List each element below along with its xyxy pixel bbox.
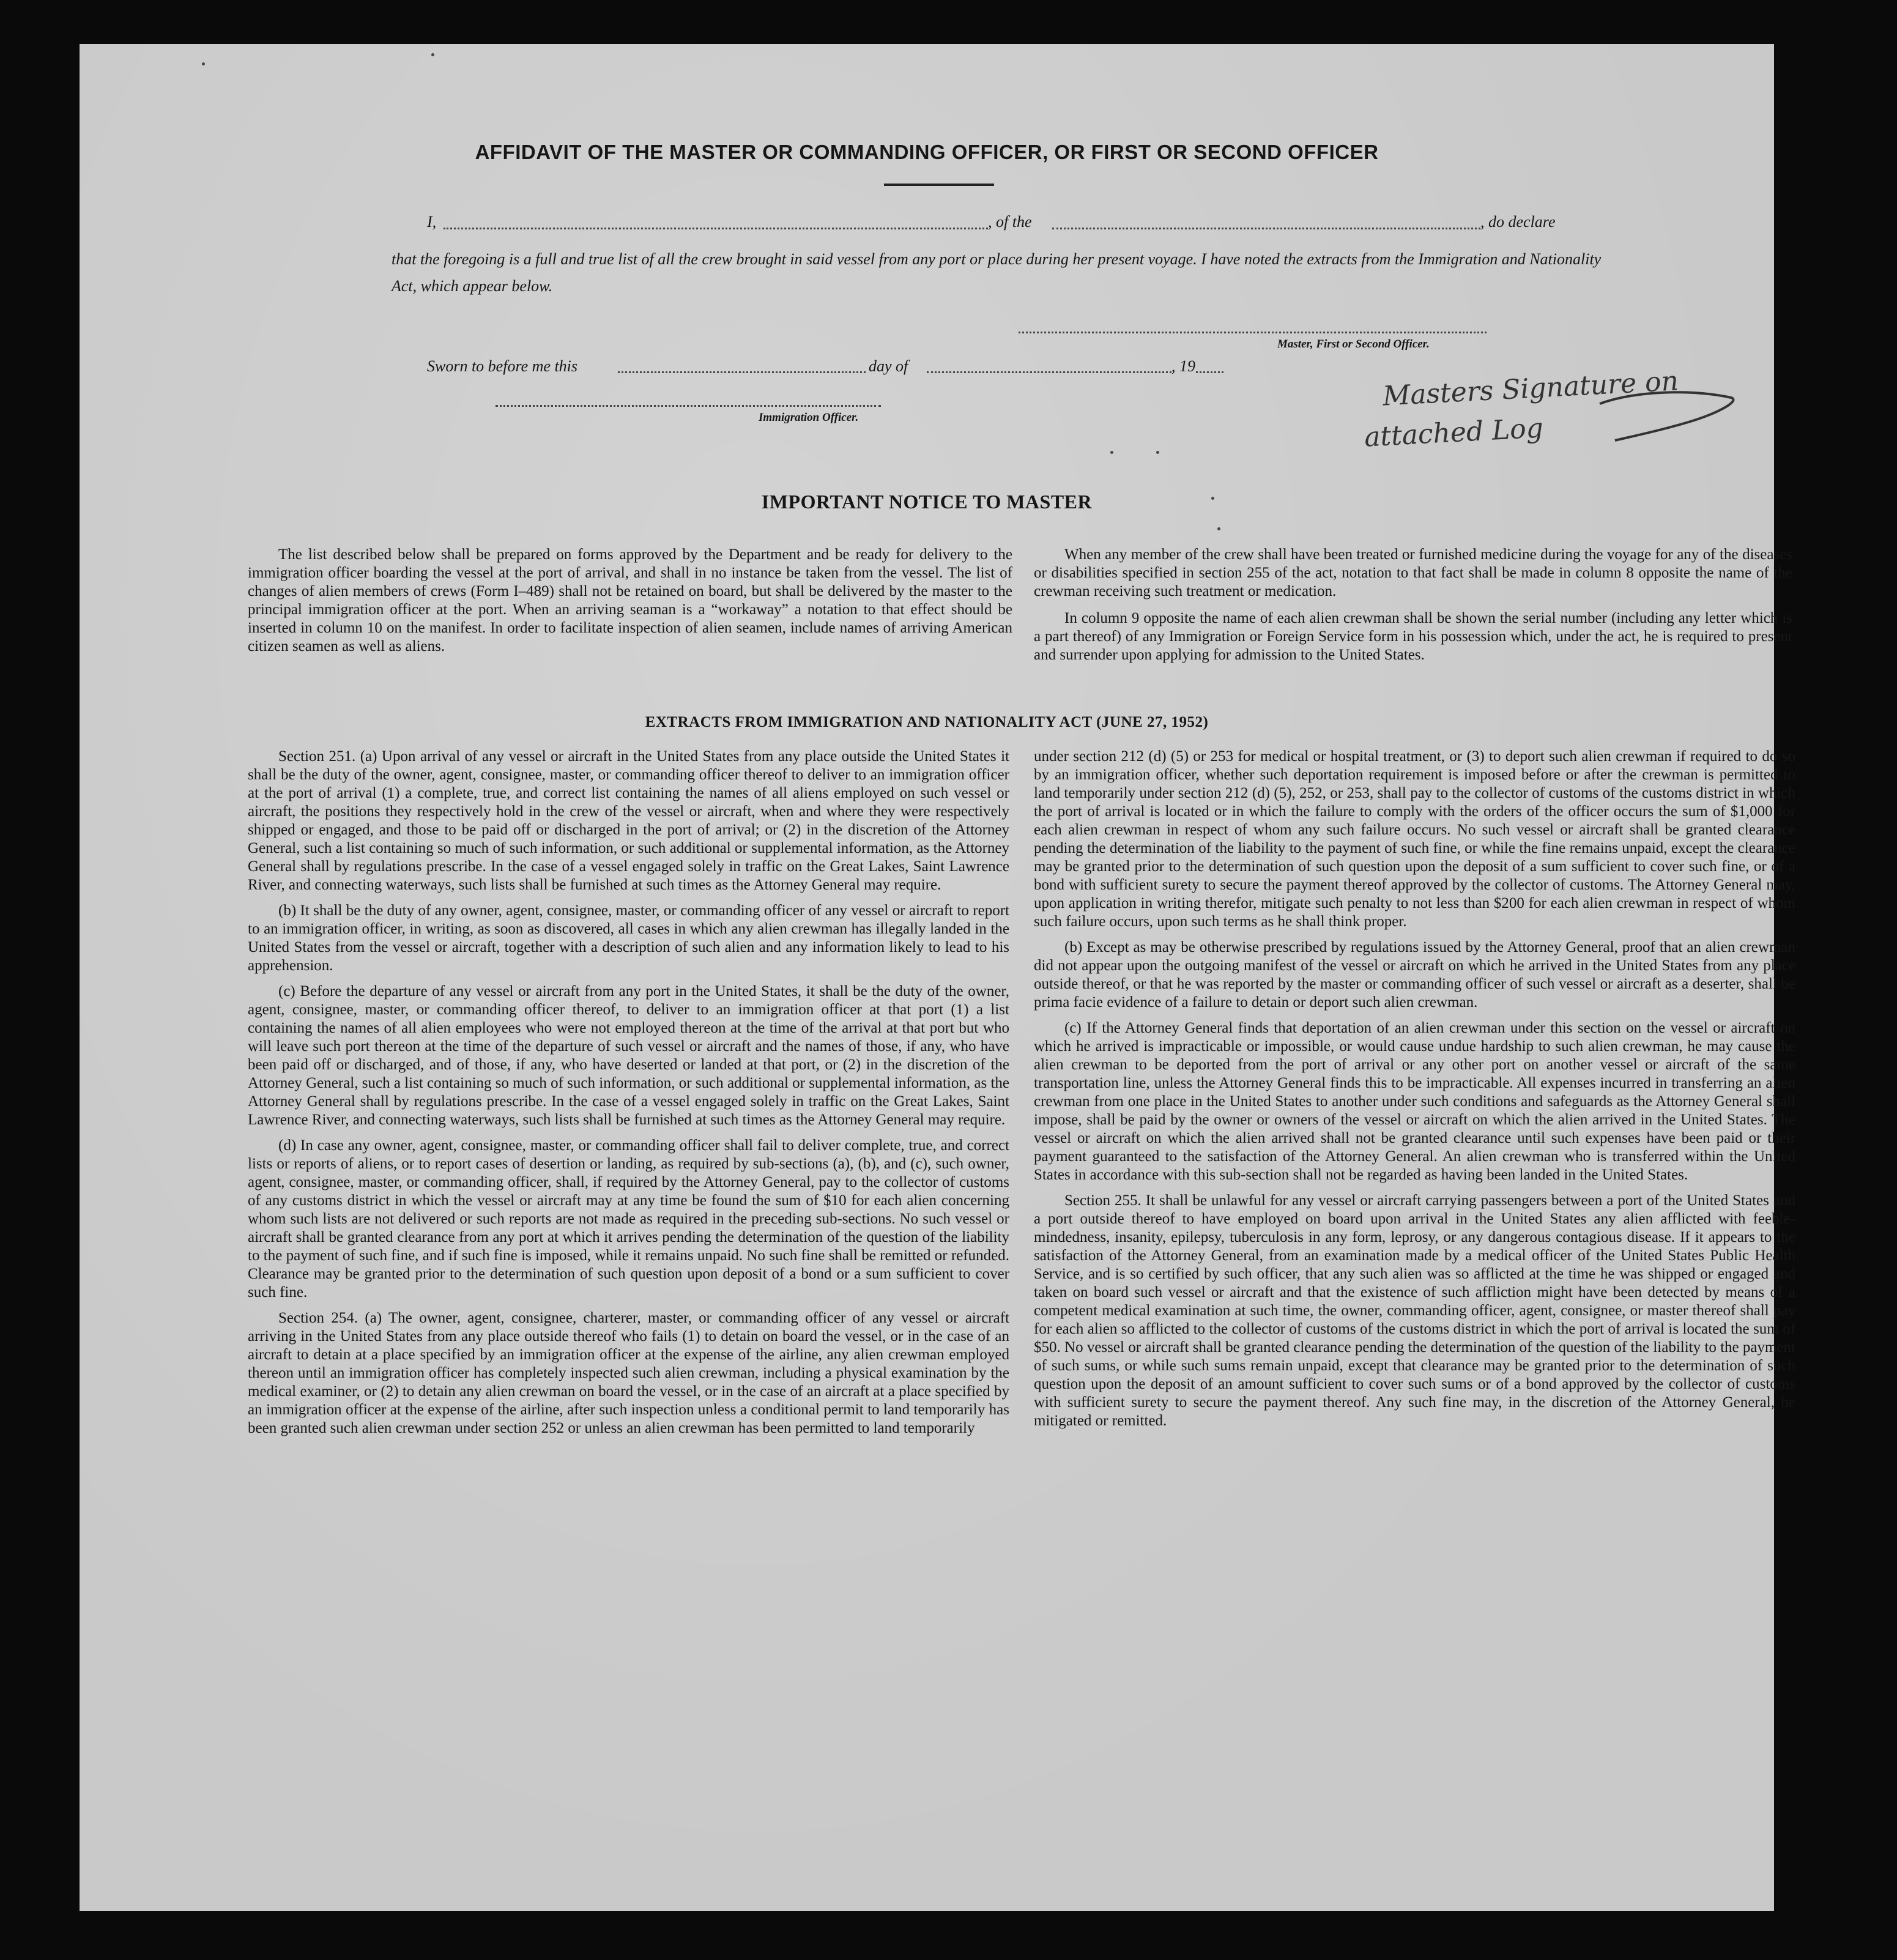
notice-right-paragraph: When any member of the crew shall have been treated or furnished medicine during the voyage for any of the diseases or disabilities specified in section 255 of the act, notation to that fact shall be made in column 8 opposite the name of the crewman receiving such treatment or medication. xyxy=(1034,546,1792,600)
section-251-a: Section 251. (a) Upon arrival of any vessel or aircraft in the United States from any place outside the United States it shall be the duty of the owner, agent, consignee, master, or commanding officer thereof to deliver to an immigration officer at the port of arrival (1) a complete, true, and correct list containing the names of all aliens employed on such vessel or aircraft, the positions they respectively hold in the crew of the vessel or aircraft, when and where they were respectively shipped or engaged, and those to be paid off or discharged in the port of arrival; or (2) in the discretion of the Attorney General, such a list containing so much of such information, or such additional or supplemental information, as the Attorney General shall by regulations prescribe. In the case of a vessel engaged solely in traffic on the Great Lakes, Saint Lawrence River, and connecting waterways, such lists shall be furnished at such times as the Attorney General may require. xyxy=(248,748,1009,893)
extracts-left-column xyxy=(248,748,1009,1445)
sworn-month-field[interactable] xyxy=(927,371,1171,373)
handwritten-attached-log-note: attached Log xyxy=(1363,412,1545,453)
extracts-title: EXTRACTS FROM IMMIGRATION AND NATIONALITY ACT (JUNE 27, 1952) xyxy=(645,714,1209,730)
sworn-year-field[interactable] xyxy=(1196,371,1223,373)
affidavit-i-text: I, xyxy=(427,213,437,231)
section-254-a-continued: under section 212 (d) (5) or 253 for medical or hospital treatment, or (3) to deport such alien crewman if required to do so by an immigration officer, whether such deportation requirement is imposed before or after the crewman is permitted to land temporarily under section 212 (d) (5), 252, or 253, shall pay to the collector of customs of the customs district in which the port of arrival is located or in which the failure to comply with the orders of the officer occurs the sum of $1,000 for each alien crewman in respect of whom any such failure occurs. No such vessel or aircraft shall be granted clearance pending the determination of the liability to the payment of such fine, or while the fine remains unpaid, except the clearance may be granted prior to the determination of such question upon the deposit of a sum sufficient to cover such fine, or of a bond with sufficient surety to secure the payment thereof approved by the collector of customs. The Attorney General may, upon application in writing therefor, mitigate such penalty to not less than $200 for each alien crewman in respect of whom such failure occurs, upon such terms as he shall think proper. xyxy=(1034,748,1795,930)
scan-speck xyxy=(1110,451,1113,454)
section-254-c: (c) If the Attorney General finds that deportation of an alien crewman under this section on the vessel or aircraft on which he arrived is impracticable or impossible, or would cause undue hardship to such alien crewman, he may cause the alien crewman to be deported from the port of arrival or any other port on another vessel or aircraft of the same transportation line, unless the Attorney General finds this to be impracticable. All expenses incurred in transferring an alien crewman from one place in the United States to another under such conditions and safeguards as the Attorney General shall impose, shall be paid by the owner or owners of the vessel or aircraft on which the alien arrived in the United States. The vessel or aircraft on which the alien arrived shall not be granted clearance until such expenses have been paid or their payment guaranteed to the satisfaction of the Attorney General. An alien crewman who is transferred within the United States in accordance with this sub-section shall not be regarded as having been landed in the United States. xyxy=(1034,1020,1795,1183)
section-251-b: (b) It shall be the duty of any owner, agent, consignee, master, or commanding officer of any vessel or aircraft to report to an immigration officer, in writing, as soon as discovered, all cases in which any alien crewman has illegally landed in the United States from the vessel or aircraft, together with a description of such alien and any information likely to lead to his apprehension. xyxy=(248,902,1009,974)
extracts-right-column xyxy=(1034,748,1795,1438)
notice-left-column xyxy=(248,546,1012,664)
section-254-b: (b) Except as may be otherwise prescribed by regulations issued by the Attorney General, proof that an alien crewman did not appear upon the outgoing manifest of the vessel or aircraft on which he arrived in the United States from any place outside thereof, or that he was reported by the master or commanding officer of such vessel or aircraft as a deserter, shall be prima facie evidence of a failure to detain or deport such alien crewman. xyxy=(1034,939,1795,1011)
affidavit-title: AFFIDAVIT OF THE MASTER OR COMMANDING OFFICER, OR FIRST OR SECOND OFFICER xyxy=(475,141,1379,163)
notice-title: IMPORTANT NOTICE TO MASTER xyxy=(761,491,1093,513)
master-signature-field[interactable] xyxy=(1019,332,1487,333)
affidavit-do-declare-text: , do declare xyxy=(1480,213,1556,231)
document-page xyxy=(80,44,1795,1911)
master-officer-label: Master, First or Second Officer. xyxy=(1277,338,1430,351)
master-name-field[interactable] xyxy=(444,228,988,229)
affidavit-paragraph: that the foregoing is a full and true list of all the crew brought in said vessel from any port or place during her present voyage. I have noted the extracts from the Immigration and Nationality Act, which appear below. xyxy=(392,250,1602,295)
section-255: Section 255. It shall be unlawful for any vessel or aircraft carrying passengers between a port of the United States and a port outside thereof to have employed on board upon arrival in the United States any alien afflicted with feeble-mindedness, insanity, epilepsy, tuberculosis in any form, leprosy, or any dangerous contagious disease. If it appears to the satisfaction of the Attorney General, from an examination made by a medical officer of the United States Public Health Service, and is so certified by such officer, that any such alien was so afflicted at the time he was shipped or engaged and taken on board such vessel or aircraft and that the existence of such affliction might have been detected by means of a competent medical examination at such time, the owner, commanding officer, agent, consignee, or master thereof shall pay for each alien so afflicted to the collector of customs of the customs district in which the port of arrival is located the sum of $50. No vessel or aircraft shall be granted clearance pending the determination of the question of the liability to the payment of such sums, or while such sums remain unpaid, except that clearance may be granted prior to the determination of such question upon the deposit of an amount sufficient to cover such sums or of a bond approved by the collector of customs with sufficient surety to secure the payment thereof. Any such fine may, in the discretion of the Attorney General, be mitigated or remitted. xyxy=(1034,1192,1795,1429)
immigration-officer-label: Immigration Officer. xyxy=(759,411,859,424)
scan-speck xyxy=(1217,527,1220,530)
year-text: , 19 xyxy=(1171,357,1195,375)
handwritten-signature-note: Masters Signature on xyxy=(1381,365,1680,412)
immigration-officer-signature-field[interactable] xyxy=(496,405,881,407)
affidavit-of-the-text: , of the xyxy=(988,213,1032,231)
scan-speck xyxy=(202,62,205,65)
notice-right-column xyxy=(1034,546,1792,673)
day-of-text: day of xyxy=(869,357,908,375)
notice-right-paragraph: In column 9 opposite the name of each alien crewman shall be shown the serial number (including any letter which is a part thereof) of any Immigration or Foreign Service form in his possession which, under the act, he is required to present and surrender upon applying for admission to the United States. xyxy=(1034,610,1792,663)
section-251-c: (c) Before the departure of any vessel or aircraft from any port in the United States, it shall be the duty of the owner, agent, consignee, master, or commanding officer thereof, to deliver to an immigration officer at that port (1) a list containing the names of all alien employees who were not employed thereon at the time of the arrival at that port but who will leave such port thereon at the time of the departure of such vessel or aircraft and the names of those, if any, who have been paid off or discharged, and of those, if any, who have deserted or landed at that port, or (2) in the discretion of the Attorney General, such a list containing so much of such information, or such additional or supplemental information, as the Attorney General shall by regulations prescribe. In the case of a vessel engaged solely in traffic on the Great Lakes, Saint Lawrence River, and connecting waterways, such lists shall be furnished at such times as the Attorney General may require. xyxy=(248,983,1009,1128)
scan-speck xyxy=(1156,451,1159,454)
scan-speck xyxy=(431,53,434,56)
sworn-day-field[interactable] xyxy=(618,371,866,373)
handwritten-flourish-icon xyxy=(1597,379,1743,447)
notice-left-paragraph: The list described below shall be prepared on forms approved by the Department and be ready for delivery to the immigration officer boarding the vessel at the port of arrival, and shall in no instance be taken from the vessel. The list of changes of alien members of crews (Form I–489) shall not be retained on board, but shall be delivered by the master to the principal immigration officer at the port. When an arriving seaman is a “workaway” a notation to that effect should be inserted in column 10 on the manifest. In order to facilitate inspection of alien seamen, include names of arriving American citizen seamen as well as aliens. xyxy=(248,546,1012,655)
title-rule xyxy=(884,184,994,186)
section-251-d: (d) In case any owner, agent, consignee, master, or commanding officer shall fail to deliver complete, true, and correct lists or reports of aliens, or to report cases of desertion or landing, as required by sub-sections (a), (b), and (c), such owner, agent, consignee, master, or commanding officer, shall, if required by the Attorney General, pay to the collector of customs of any customs district in which the vessel or aircraft may at any time be found the sum of $10 for each alien concerning whom such lists are not delivered or such reports are not made as required in the preceding sub-sections. No such vessel or aircraft shall be granted clearance from any port at which it arrives pending the determination of the question of the liability to the payment of such fine, and if such fine is imposed, while it remains unpaid. No such fine shall be remitted or refunded. Clearance may be granted prior to the determination of such question upon deposit of a bond or a sum sufficient to cover such fine. xyxy=(248,1137,1009,1301)
sworn-text: Sworn to before me this xyxy=(427,357,578,375)
vessel-name-field[interactable] xyxy=(1052,228,1480,229)
section-254-a: Section 254. (a) The owner, agent, consignee, charterer, master, or commanding officer of any vessel or aircraft arriving in the United States from any place outside thereof who fails (1) to detain on board the vessel, or in the case of an aircraft to detain at a place specified by an immigration officer at the expense of the airline, any alien crewman employed thereon until an immigration officer has completely inspected such alien crewman, including a physical examination by the medical examiner, or (2) to detain any alien crewman on board the vessel, or in the case of an aircraft at a place specified by an immigration officer at the expense of the airline, after such inspection unless a conditional permit to land temporarily has been granted such alien crewman under section 252 or unless an alien crewman has been permitted to land temporarily xyxy=(248,1310,1009,1436)
